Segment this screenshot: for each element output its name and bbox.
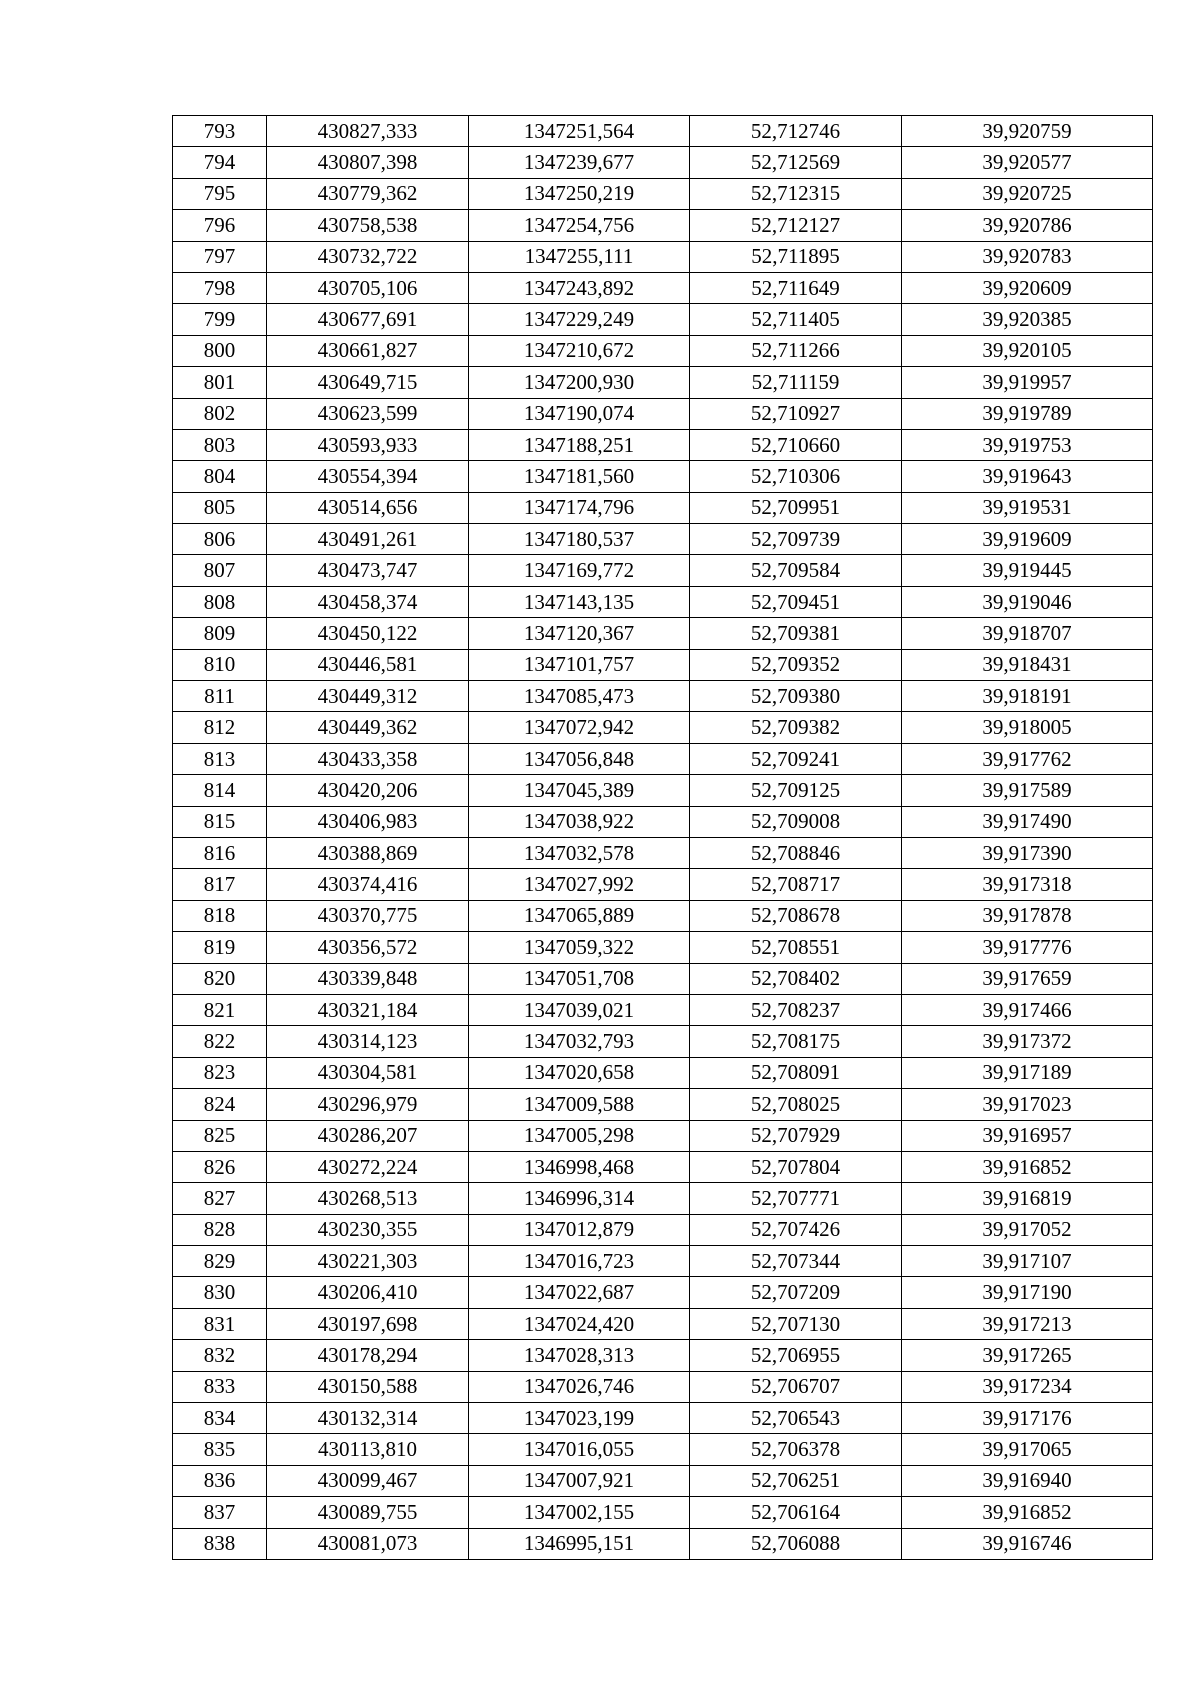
x-coordinate-cell: 430081,073: [267, 1528, 469, 1559]
x-coordinate-cell: 430197,698: [267, 1308, 469, 1339]
longitude-cell: 39,920577: [902, 147, 1153, 178]
x-coordinate-cell: 430304,581: [267, 1057, 469, 1088]
y-coordinate-cell: 1347255,111: [469, 241, 690, 272]
longitude-cell: 39,917762: [902, 743, 1153, 774]
table-row: [173, 398, 1153, 429]
longitude-cell: 39,917189: [902, 1057, 1153, 1088]
table-row: [173, 241, 1153, 272]
latitude-cell: 52,708551: [690, 932, 902, 963]
latitude-cell: 52,707130: [690, 1308, 902, 1339]
table-row: [173, 1434, 1153, 1465]
table-row: [173, 1089, 1153, 1120]
point-number-cell: 803: [173, 429, 267, 460]
x-coordinate-cell: 430449,362: [267, 712, 469, 743]
table-row: [173, 649, 1153, 680]
table-row: [173, 963, 1153, 994]
longitude-cell: 39,917213: [902, 1308, 1153, 1339]
y-coordinate-cell: 1347045,389: [469, 775, 690, 806]
y-coordinate-cell: 1347250,219: [469, 178, 690, 209]
longitude-cell: 39,918707: [902, 618, 1153, 649]
longitude-cell: 39,917265: [902, 1340, 1153, 1371]
point-number-cell: 834: [173, 1403, 267, 1434]
x-coordinate-cell: 430272,224: [267, 1151, 469, 1182]
x-coordinate-cell: 430554,394: [267, 461, 469, 492]
y-coordinate-cell: 1347009,588: [469, 1089, 690, 1120]
point-number-cell: 802: [173, 398, 267, 429]
y-coordinate-cell: 1346995,151: [469, 1528, 690, 1559]
x-coordinate-cell: 430491,261: [267, 524, 469, 555]
latitude-cell: 52,706164: [690, 1497, 902, 1528]
point-number-cell: 813: [173, 743, 267, 774]
latitude-cell: 52,706707: [690, 1371, 902, 1402]
x-coordinate-cell: 430321,184: [267, 994, 469, 1025]
latitude-cell: 52,708237: [690, 994, 902, 1025]
table-row: [173, 1403, 1153, 1434]
table-row: [173, 492, 1153, 523]
point-number-cell: 837: [173, 1497, 267, 1528]
latitude-cell: 52,708717: [690, 869, 902, 900]
longitude-cell: 39,917390: [902, 837, 1153, 868]
latitude-cell: 52,709451: [690, 586, 902, 617]
point-number-cell: 817: [173, 869, 267, 900]
y-coordinate-cell: 1347085,473: [469, 681, 690, 712]
point-number-cell: 838: [173, 1528, 267, 1559]
point-number-cell: 800: [173, 335, 267, 366]
y-coordinate-cell: 1347024,420: [469, 1308, 690, 1339]
x-coordinate-cell: 430458,374: [267, 586, 469, 617]
latitude-cell: 52,707929: [690, 1120, 902, 1151]
longitude-cell: 39,920385: [902, 304, 1153, 335]
y-coordinate-cell: 1346996,314: [469, 1183, 690, 1214]
x-coordinate-cell: 430221,303: [267, 1246, 469, 1277]
table-row: [173, 1277, 1153, 1308]
x-coordinate-cell: 430150,588: [267, 1371, 469, 1402]
longitude-cell: 39,920609: [902, 272, 1153, 303]
longitude-cell: 39,917023: [902, 1089, 1153, 1120]
table-row: [173, 461, 1153, 492]
latitude-cell: 52,710927: [690, 398, 902, 429]
table-row: [173, 618, 1153, 649]
latitude-cell: 52,711266: [690, 335, 902, 366]
x-coordinate-cell: 430473,747: [267, 555, 469, 586]
table-row: [173, 1497, 1153, 1528]
point-number-cell: 816: [173, 837, 267, 868]
table-row: [173, 1528, 1153, 1559]
point-number-cell: 801: [173, 367, 267, 398]
point-number-cell: 807: [173, 555, 267, 586]
y-coordinate-cell: 1347016,723: [469, 1246, 690, 1277]
point-number-cell: 804: [173, 461, 267, 492]
x-coordinate-cell: 430446,581: [267, 649, 469, 680]
table-row: [173, 429, 1153, 460]
longitude-cell: 39,918431: [902, 649, 1153, 680]
latitude-cell: 52,707426: [690, 1214, 902, 1245]
point-number-cell: 812: [173, 712, 267, 743]
latitude-cell: 52,709380: [690, 681, 902, 712]
y-coordinate-cell: 1347002,155: [469, 1497, 690, 1528]
x-coordinate-cell: 430827,333: [267, 116, 469, 147]
x-coordinate-cell: 430649,715: [267, 367, 469, 398]
longitude-cell: 39,919789: [902, 398, 1153, 429]
coordinates-table: [172, 115, 1153, 1560]
y-coordinate-cell: 1347023,199: [469, 1403, 690, 1434]
table-row: [173, 837, 1153, 868]
point-number-cell: 796: [173, 210, 267, 241]
y-coordinate-cell: 1347038,922: [469, 806, 690, 837]
y-coordinate-cell: 1347016,055: [469, 1434, 690, 1465]
y-coordinate-cell: 1347169,772: [469, 555, 690, 586]
y-coordinate-cell: 1347028,313: [469, 1340, 690, 1371]
longitude-cell: 39,917589: [902, 775, 1153, 806]
latitude-cell: 52,709008: [690, 806, 902, 837]
table-row: [173, 806, 1153, 837]
point-number-cell: 828: [173, 1214, 267, 1245]
table-row: [173, 775, 1153, 806]
latitude-cell: 52,711895: [690, 241, 902, 272]
longitude-cell: 39,916957: [902, 1120, 1153, 1151]
y-coordinate-cell: 1347007,921: [469, 1465, 690, 1496]
x-coordinate-cell: 430356,572: [267, 932, 469, 963]
latitude-cell: 52,708402: [690, 963, 902, 994]
latitude-cell: 52,707804: [690, 1151, 902, 1182]
longitude-cell: 39,919957: [902, 367, 1153, 398]
longitude-cell: 39,917659: [902, 963, 1153, 994]
latitude-cell: 52,708846: [690, 837, 902, 868]
table-row: [173, 712, 1153, 743]
latitude-cell: 52,711159: [690, 367, 902, 398]
point-number-cell: 810: [173, 649, 267, 680]
point-number-cell: 829: [173, 1246, 267, 1277]
point-number-cell: 827: [173, 1183, 267, 1214]
point-number-cell: 832: [173, 1340, 267, 1371]
longitude-cell: 39,917107: [902, 1246, 1153, 1277]
table-row: [173, 147, 1153, 178]
table-row: [173, 1371, 1153, 1402]
point-number-cell: 819: [173, 932, 267, 963]
longitude-cell: 39,920759: [902, 116, 1153, 147]
table-row: [173, 869, 1153, 900]
latitude-cell: 52,706543: [690, 1403, 902, 1434]
point-number-cell: 806: [173, 524, 267, 555]
table-row: [173, 1183, 1153, 1214]
latitude-cell: 52,710306: [690, 461, 902, 492]
y-coordinate-cell: 1347200,930: [469, 367, 690, 398]
table-row: [173, 367, 1153, 398]
point-number-cell: 830: [173, 1277, 267, 1308]
point-number-cell: 824: [173, 1089, 267, 1120]
x-coordinate-cell: 430296,979: [267, 1089, 469, 1120]
x-coordinate-cell: 430089,755: [267, 1497, 469, 1528]
point-number-cell: 797: [173, 241, 267, 272]
longitude-cell: 39,917190: [902, 1277, 1153, 1308]
longitude-cell: 39,917490: [902, 806, 1153, 837]
x-coordinate-cell: 430314,123: [267, 1026, 469, 1057]
latitude-cell: 52,707344: [690, 1246, 902, 1277]
point-number-cell: 823: [173, 1057, 267, 1088]
point-number-cell: 831: [173, 1308, 267, 1339]
x-coordinate-cell: 430449,312: [267, 681, 469, 712]
x-coordinate-cell: 430339,848: [267, 963, 469, 994]
point-number-cell: 805: [173, 492, 267, 523]
point-number-cell: 815: [173, 806, 267, 837]
point-number-cell: 809: [173, 618, 267, 649]
table-row: [173, 210, 1153, 241]
longitude-cell: 39,917372: [902, 1026, 1153, 1057]
point-number-cell: 793: [173, 116, 267, 147]
table-row: [173, 1214, 1153, 1245]
longitude-cell: 39,919753: [902, 429, 1153, 460]
longitude-cell: 39,920783: [902, 241, 1153, 272]
longitude-cell: 39,916852: [902, 1151, 1153, 1182]
latitude-cell: 52,710660: [690, 429, 902, 460]
x-coordinate-cell: 430132,314: [267, 1403, 469, 1434]
table-row: [173, 900, 1153, 931]
point-number-cell: 835: [173, 1434, 267, 1465]
longitude-cell: 39,920786: [902, 210, 1153, 241]
y-coordinate-cell: 1347251,564: [469, 116, 690, 147]
y-coordinate-cell: 1347027,992: [469, 869, 690, 900]
latitude-cell: 52,708175: [690, 1026, 902, 1057]
table-row: [173, 335, 1153, 366]
x-coordinate-cell: 430206,410: [267, 1277, 469, 1308]
latitude-cell: 52,709125: [690, 775, 902, 806]
x-coordinate-cell: 430514,656: [267, 492, 469, 523]
x-coordinate-cell: 430113,810: [267, 1434, 469, 1465]
longitude-cell: 39,916819: [902, 1183, 1153, 1214]
point-number-cell: 826: [173, 1151, 267, 1182]
coordinates-table-body: [173, 116, 1153, 1560]
latitude-cell: 52,712746: [690, 116, 902, 147]
latitude-cell: 52,708678: [690, 900, 902, 931]
point-number-cell: 821: [173, 994, 267, 1025]
latitude-cell: 52,711405: [690, 304, 902, 335]
table-row: [173, 586, 1153, 617]
point-number-cell: 820: [173, 963, 267, 994]
point-number-cell: 833: [173, 1371, 267, 1402]
table-row: [173, 1246, 1153, 1277]
latitude-cell: 52,706955: [690, 1340, 902, 1371]
longitude-cell: 39,917318: [902, 869, 1153, 900]
y-coordinate-cell: 1347174,796: [469, 492, 690, 523]
x-coordinate-cell: 430779,362: [267, 178, 469, 209]
latitude-cell: 52,706251: [690, 1465, 902, 1496]
y-coordinate-cell: 1347056,848: [469, 743, 690, 774]
y-coordinate-cell: 1347243,892: [469, 272, 690, 303]
table-row: [173, 1120, 1153, 1151]
x-coordinate-cell: 430677,691: [267, 304, 469, 335]
table-row: [173, 743, 1153, 774]
latitude-cell: 52,709739: [690, 524, 902, 555]
table-row: [173, 1308, 1153, 1339]
latitude-cell: 52,707771: [690, 1183, 902, 1214]
x-coordinate-cell: 430099,467: [267, 1465, 469, 1496]
latitude-cell: 52,709584: [690, 555, 902, 586]
y-coordinate-cell: 1347020,658: [469, 1057, 690, 1088]
y-coordinate-cell: 1347239,677: [469, 147, 690, 178]
point-number-cell: 799: [173, 304, 267, 335]
longitude-cell: 39,919531: [902, 492, 1153, 523]
longitude-cell: 39,919445: [902, 555, 1153, 586]
x-coordinate-cell: 430732,722: [267, 241, 469, 272]
point-number-cell: 794: [173, 147, 267, 178]
table-row: [173, 1151, 1153, 1182]
latitude-cell: 52,712127: [690, 210, 902, 241]
x-coordinate-cell: 430388,869: [267, 837, 469, 868]
y-coordinate-cell: 1347012,879: [469, 1214, 690, 1245]
table-row: [173, 304, 1153, 335]
latitude-cell: 52,706378: [690, 1434, 902, 1465]
point-number-cell: 808: [173, 586, 267, 617]
latitude-cell: 52,707209: [690, 1277, 902, 1308]
latitude-cell: 52,712569: [690, 147, 902, 178]
longitude-cell: 39,917878: [902, 900, 1153, 931]
longitude-cell: 39,917776: [902, 932, 1153, 963]
y-coordinate-cell: 1347120,367: [469, 618, 690, 649]
x-coordinate-cell: 430807,398: [267, 147, 469, 178]
longitude-cell: 39,916746: [902, 1528, 1153, 1559]
y-coordinate-cell: 1347051,708: [469, 963, 690, 994]
y-coordinate-cell: 1347254,756: [469, 210, 690, 241]
point-number-cell: 836: [173, 1465, 267, 1496]
longitude-cell: 39,917052: [902, 1214, 1153, 1245]
y-coordinate-cell: 1347229,249: [469, 304, 690, 335]
longitude-cell: 39,918005: [902, 712, 1153, 743]
table-row: [173, 272, 1153, 303]
latitude-cell: 52,709241: [690, 743, 902, 774]
y-coordinate-cell: 1347032,578: [469, 837, 690, 868]
x-coordinate-cell: 430623,599: [267, 398, 469, 429]
table-row: [173, 994, 1153, 1025]
x-coordinate-cell: 430268,513: [267, 1183, 469, 1214]
y-coordinate-cell: 1347143,135: [469, 586, 690, 617]
x-coordinate-cell: 430433,358: [267, 743, 469, 774]
latitude-cell: 52,712315: [690, 178, 902, 209]
y-coordinate-cell: 1347180,537: [469, 524, 690, 555]
table-row: [173, 524, 1153, 555]
longitude-cell: 39,920725: [902, 178, 1153, 209]
latitude-cell: 52,708025: [690, 1089, 902, 1120]
table-row: [173, 681, 1153, 712]
longitude-cell: 39,920105: [902, 335, 1153, 366]
longitude-cell: 39,919609: [902, 524, 1153, 555]
latitude-cell: 52,708091: [690, 1057, 902, 1088]
y-coordinate-cell: 1347181,560: [469, 461, 690, 492]
table-row: [173, 932, 1153, 963]
x-coordinate-cell: 430286,207: [267, 1120, 469, 1151]
y-coordinate-cell: 1347210,672: [469, 335, 690, 366]
point-number-cell: 818: [173, 900, 267, 931]
y-coordinate-cell: 1347101,757: [469, 649, 690, 680]
y-coordinate-cell: 1347188,251: [469, 429, 690, 460]
x-coordinate-cell: 430450,122: [267, 618, 469, 649]
x-coordinate-cell: 430420,206: [267, 775, 469, 806]
latitude-cell: 52,709352: [690, 649, 902, 680]
y-coordinate-cell: 1347190,074: [469, 398, 690, 429]
longitude-cell: 39,916940: [902, 1465, 1153, 1496]
x-coordinate-cell: 430178,294: [267, 1340, 469, 1371]
y-coordinate-cell: 1347039,021: [469, 994, 690, 1025]
x-coordinate-cell: 430406,983: [267, 806, 469, 837]
table-row: [173, 1465, 1153, 1496]
x-coordinate-cell: 430593,933: [267, 429, 469, 460]
latitude-cell: 52,709382: [690, 712, 902, 743]
longitude-cell: 39,919643: [902, 461, 1153, 492]
latitude-cell: 52,711649: [690, 272, 902, 303]
x-coordinate-cell: 430705,106: [267, 272, 469, 303]
y-coordinate-cell: 1347022,687: [469, 1277, 690, 1308]
point-number-cell: 798: [173, 272, 267, 303]
y-coordinate-cell: 1347026,746: [469, 1371, 690, 1402]
longitude-cell: 39,919046: [902, 586, 1153, 617]
y-coordinate-cell: 1347059,322: [469, 932, 690, 963]
y-coordinate-cell: 1347005,298: [469, 1120, 690, 1151]
table-row: [173, 1026, 1153, 1057]
table-row: [173, 116, 1153, 147]
longitude-cell: 39,917176: [902, 1403, 1153, 1434]
y-coordinate-cell: 1347032,793: [469, 1026, 690, 1057]
x-coordinate-cell: 430661,827: [267, 335, 469, 366]
point-number-cell: 811: [173, 681, 267, 712]
longitude-cell: 39,917065: [902, 1434, 1153, 1465]
x-coordinate-cell: 430374,416: [267, 869, 469, 900]
longitude-cell: 39,918191: [902, 681, 1153, 712]
y-coordinate-cell: 1347072,942: [469, 712, 690, 743]
y-coordinate-cell: 1346998,468: [469, 1151, 690, 1182]
x-coordinate-cell: 430370,775: [267, 900, 469, 931]
point-number-cell: 795: [173, 178, 267, 209]
point-number-cell: 825: [173, 1120, 267, 1151]
latitude-cell: 52,709951: [690, 492, 902, 523]
table-row: [173, 178, 1153, 209]
longitude-cell: 39,917234: [902, 1371, 1153, 1402]
latitude-cell: 52,706088: [690, 1528, 902, 1559]
longitude-cell: 39,916852: [902, 1497, 1153, 1528]
table-row: [173, 1057, 1153, 1088]
table-row: [173, 1340, 1153, 1371]
y-coordinate-cell: 1347065,889: [469, 900, 690, 931]
x-coordinate-cell: 430230,355: [267, 1214, 469, 1245]
point-number-cell: 814: [173, 775, 267, 806]
x-coordinate-cell: 430758,538: [267, 210, 469, 241]
point-number-cell: 822: [173, 1026, 267, 1057]
latitude-cell: 52,709381: [690, 618, 902, 649]
table-row: [173, 555, 1153, 586]
longitude-cell: 39,917466: [902, 994, 1153, 1025]
